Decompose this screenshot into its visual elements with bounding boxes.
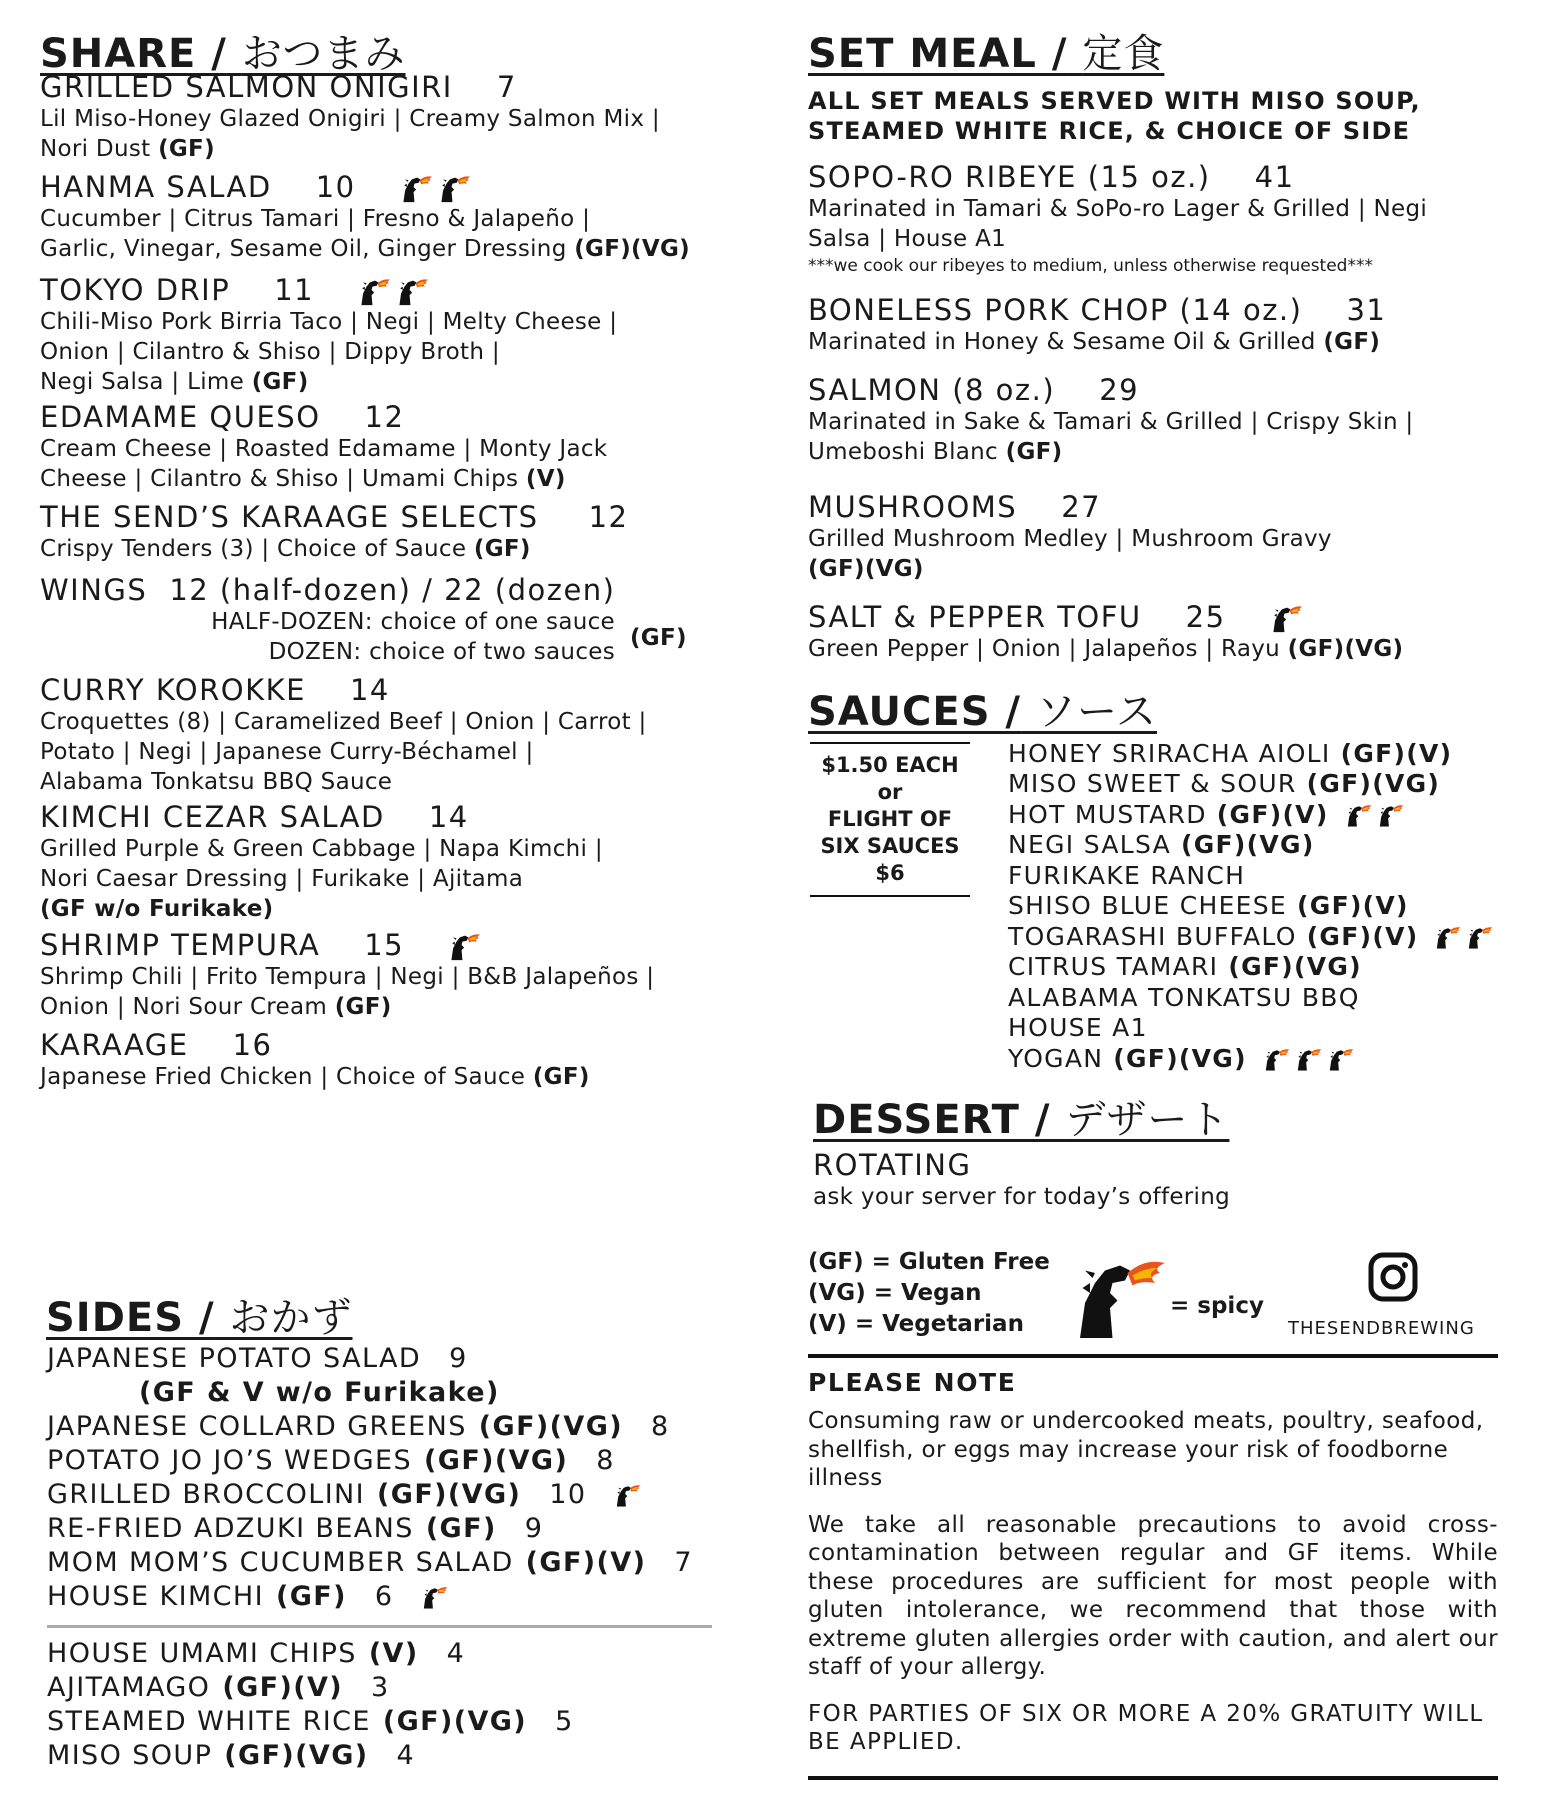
side-name: JAPANESE COLLARD GREENS <box>47 1410 467 1442</box>
spicy-dragon-icon <box>396 274 430 306</box>
diet-tag: (V) <box>525 466 566 492</box>
diet-tag: (GF)(VG) <box>224 1739 369 1771</box>
item-desc: Crispy Tenders (3) | Choice of Sauce (GF) <box>40 536 531 562</box>
item-price: 12 <box>364 400 405 434</box>
diet-tag: (GF)(VG) <box>424 1444 569 1476</box>
notes-foodborne: Consuming raw or undercooked meats, poultry, seafood, shellfish, or eggs may increase your risk of foodborne illness <box>808 1408 1484 1491</box>
sides-section-title: SIDES / おかず <box>46 1295 353 1341</box>
item-desc: Cucumber | Citrus Tamari | Fresno & Jalapeño | <box>40 206 591 232</box>
item-price: 25 <box>1185 600 1226 634</box>
spicy-icons <box>1263 1045 1355 1071</box>
sauce-item <box>1008 982 1508 1013</box>
notes-gluten: We take all reasonable precautions to avoid cross-contamination between regular and GF items. While these procedures are sufficient for most people with gluten intolerance, we recommend that those with extreme gluten allergies order with caution, and alert our staff of your allergy. <box>808 1511 1498 1680</box>
item-desc: Garlic, Vinegar, Sesame Oil, Ginger Dressing (GF)(VG) <box>40 236 690 262</box>
item-desc: Marinated in Sake & Tamari & Grilled | Crispy Skin | <box>808 409 1414 435</box>
item-name: SHRIMP TEMPURA <box>40 928 321 962</box>
item-price: 27 <box>1061 490 1102 524</box>
legend-gf: (GF) = Gluten Free <box>808 1249 1050 1275</box>
menu-item <box>40 673 647 797</box>
set-meal-item <box>808 293 1386 357</box>
side-item <box>47 1670 767 1704</box>
diet-tag: (GF) <box>251 369 309 395</box>
item-desc: Grilled Purple & Green Cabbage | Napa Kimchi | <box>40 836 603 862</box>
item-name: TOKYO DRIP <box>40 273 231 307</box>
side-item <box>47 1738 767 1772</box>
legend-spicy: = spicy <box>1170 1293 1264 1319</box>
item-desc: Marinated in Tamari & SoPo-ro Lager & Grilled | Negi <box>808 196 1428 222</box>
item-desc: Onion | Cilantro & Shiso | Dippy Broth | <box>40 339 500 365</box>
item-desc: Marinated in Honey & Sesame Oil & Grilled (GF) <box>808 329 1381 355</box>
spicy-dragon-icon <box>1434 923 1462 949</box>
sauce-item <box>1008 1043 1508 1074</box>
side-price: 9 <box>524 1512 544 1544</box>
side-price: 8 <box>596 1444 615 1476</box>
menu-item <box>40 1028 590 1092</box>
item-desc: Cream Cheese | Roasted Edamame | Monty Jack <box>40 436 608 462</box>
item-price: 15 <box>364 928 405 962</box>
spicy-dragon-icon <box>1263 1045 1291 1071</box>
menu-item <box>40 800 603 924</box>
menu-item <box>40 70 660 164</box>
diet-tag: (GF)(V) <box>525 1546 647 1578</box>
item-desc: Chili-Miso Pork Birria Taco | Negi | Melty Cheese | <box>40 309 618 335</box>
dessert-section-title: DESSERT / デザート <box>813 1097 1230 1143</box>
diet-tag: (GF)(V) <box>1216 799 1329 829</box>
side-item <box>47 1579 767 1613</box>
item-desc: Cheese | Cilantro & Shiso | Umami Chips (V) <box>40 466 566 492</box>
set-meal-section-title: SET MEAL / 定食 <box>808 31 1165 77</box>
diet-tag: (GF) <box>473 536 531 562</box>
diet-tag: (GF)(VG) <box>1113 1043 1247 1073</box>
item-price: 29 <box>1099 373 1140 407</box>
diet-tag: (GF)(VG) <box>808 556 924 582</box>
item-name-row <box>808 373 1413 407</box>
item-name-row <box>40 170 690 204</box>
sauce-item <box>1008 738 1508 769</box>
side-item <box>47 1636 767 1670</box>
sauce-name: NEGI SALSA <box>1008 830 1171 860</box>
menu-item <box>40 500 628 564</box>
item-name-row <box>40 400 607 434</box>
side-item <box>47 1443 767 1477</box>
side-name: JAPANESE POTATO SALAD <box>47 1342 422 1374</box>
legend-vg: (VG) = Vegan <box>808 1280 982 1306</box>
set-meal-item <box>808 160 1427 276</box>
spicy-icons <box>358 274 430 306</box>
sauce-item <box>1008 1013 1508 1044</box>
item-name-row <box>808 600 1403 634</box>
sauce-item <box>1008 952 1508 983</box>
legend <box>808 1247 1050 1340</box>
diet-tag: (GF)(VG) <box>1228 952 1362 982</box>
side-item <box>47 1511 767 1545</box>
sauces-section-title: SAUCES / ソース <box>808 689 1157 735</box>
item-name: SALMON (8 oz.) <box>808 373 1056 407</box>
sauce-name: ALABAMA TONKATSU BBQ <box>1008 982 1360 1012</box>
diet-tag: (GF) <box>532 1064 590 1090</box>
item-desc: Nori Caesar Dressing | Furikake | Ajitama <box>40 866 524 892</box>
diet-tag: (GF) <box>1005 439 1063 465</box>
item-name-row <box>40 573 640 607</box>
item-desc: Croquettes (8) | Caramelized Beef | Onion | Carrot | <box>40 709 647 735</box>
side-price: 10 <box>549 1478 587 1510</box>
sauce-name: FURIKAKE RANCH <box>1008 860 1246 890</box>
spicy-dragon-icon <box>1070 1248 1170 1338</box>
diet-tag: (GF) <box>425 1512 497 1544</box>
sauce-name: HOT MUSTARD <box>1008 799 1207 829</box>
side-name: MOM MOM’S CUCUMBER SALAD <box>47 1546 514 1578</box>
ribeye-note: ***we cook our ribeyes to medium, unless otherwise requested*** <box>808 256 1373 276</box>
sauce-name: YOGAN <box>1008 1043 1104 1073</box>
spicy-dragon-icon <box>400 171 434 203</box>
item-name: SALT & PEPPER TOFU <box>808 600 1142 634</box>
wings-choices <box>40 607 687 667</box>
item-name-row <box>40 673 647 707</box>
item-name-row <box>808 160 1427 194</box>
item-desc: Potato | Negi | Japanese Curry-Béchamel | <box>40 739 534 765</box>
item-price: 7 <box>496 70 517 104</box>
diet-tag: (GF)(VG) <box>377 1478 522 1510</box>
diet-tag: (GF)(V) <box>1306 921 1419 951</box>
divider-rule <box>808 1354 1498 1358</box>
item-name: HANMA SALAD <box>40 170 272 204</box>
notes-block <box>808 1368 1498 1757</box>
diet-tag: (GF & V w/o Furikake) <box>139 1376 500 1408</box>
instagram-icon[interactable] <box>1368 1252 1418 1302</box>
sauce-list <box>1008 738 1508 1074</box>
side-name: GRILLED BROCCOLINI <box>47 1478 366 1510</box>
notes-heading: PLEASE NOTE <box>808 1368 1017 1397</box>
side-price: 5 <box>555 1705 574 1737</box>
dessert-desc: ask your server for today’s offering <box>813 1184 1231 1210</box>
spicy-dragon-icon <box>421 1583 449 1609</box>
side-name: AJITAMAGO <box>47 1671 211 1703</box>
dessert-name: ROTATING <box>813 1148 972 1182</box>
sauce-item <box>1008 921 1508 952</box>
item-desc: Umeboshi Blanc (GF) <box>808 439 1063 465</box>
sauce-name: TOGARASHI BUFFALO <box>1008 921 1297 951</box>
diet-tag: (V) <box>368 1637 419 1669</box>
item-name-row <box>40 70 660 104</box>
menu-item <box>40 573 687 667</box>
diet-tag: (GF)(V) <box>1297 891 1409 921</box>
legend-v: (V) = Vegetarian <box>808 1311 1024 1337</box>
item-desc: HALF-DOZEN: choice of one sauce <box>211 609 615 635</box>
spicy-icons <box>448 929 482 961</box>
item-name: KIMCHI CEZAR SALAD <box>40 800 385 834</box>
diet-tag: (GF)(V) <box>222 1671 343 1703</box>
item-desc: Japanese Fried Chicken | Choice of Sauce (GF) <box>40 1064 590 1090</box>
set-meal-item <box>808 490 1332 584</box>
side-price: 8 <box>651 1410 670 1442</box>
sauce-item <box>1008 769 1508 800</box>
diet-tag: (GF) <box>334 994 392 1020</box>
sauce-price-box: $1.50 EACH or FLIGHT OF SIX SAUCES $6 <box>810 742 970 897</box>
side-item <box>47 1409 767 1443</box>
item-name-row <box>40 273 617 307</box>
sauce-name: HONEY SRIRACHA AIOLI <box>1008 738 1331 768</box>
side-name: POTATO JO JO’S WEDGES <box>47 1444 413 1476</box>
sauce-name: SHISO BLUE CHEESE <box>1008 891 1288 921</box>
diet-tag: (GF) <box>630 625 687 651</box>
sauce-item <box>1008 799 1508 830</box>
diet-tag: (GF w/o Furikake) <box>40 896 274 922</box>
diet-tag: (GF)(VG) <box>574 236 690 262</box>
diet-tag: (GF)(VG) <box>1181 830 1315 860</box>
item-desc: Green Pepper | Onion | Jalapeños | Rayu (GF)(VG) <box>808 636 1404 662</box>
spicy-dragon-icon <box>614 1481 642 1507</box>
item-price: 14 <box>428 800 469 834</box>
menu-item <box>40 170 690 264</box>
item-desc: DOZEN: choice of two sauces <box>268 639 615 665</box>
share-section-title: SHARE / おつまみ <box>40 31 406 77</box>
item-name: KARAAGE <box>40 1028 189 1062</box>
sauce-item <box>1008 860 1508 891</box>
sides-items <box>47 1341 767 1772</box>
diet-tag: (GF)(VG) <box>1306 769 1441 799</box>
item-desc: Onion | Nori Sour Cream (GF) <box>40 994 392 1020</box>
spicy-icons <box>400 171 472 203</box>
item-name: GRILLED SALMON ONIGIRI <box>40 70 453 104</box>
spicy-icons <box>1434 923 1494 949</box>
item-price: 10 <box>315 170 356 204</box>
spicy-dragon-icon <box>1270 601 1304 633</box>
diet-tag: (GF) <box>158 136 215 162</box>
side-price: 7 <box>674 1546 693 1578</box>
item-desc: Negi Salsa | Lime (GF) <box>40 369 309 395</box>
side-name: HOUSE UMAMI CHIPS <box>47 1637 357 1669</box>
item-name-row <box>40 800 603 834</box>
item-price: 31 <box>1346 293 1387 327</box>
side-name: HOUSE KIMCHI <box>47 1580 264 1612</box>
side-name: RE-FRIED ADZUKI BEANS <box>47 1512 414 1544</box>
item-desc: Shrimp Chili | Frito Tempura | Negi | B&B Jalapeños | <box>40 964 655 990</box>
sauce-item <box>1008 830 1508 861</box>
spicy-icons <box>614 1481 642 1507</box>
sauce-name: HOUSE A1 <box>1008 1013 1148 1043</box>
spicy-dragon-icon <box>1345 801 1373 827</box>
side-item <box>47 1545 767 1579</box>
diet-tag: (GF)(V) <box>1340 738 1453 768</box>
item-desc: Lil Miso-Honey Glazed Onigiri | Creamy Salmon Mix | <box>40 106 660 132</box>
spicy-dragon-icon <box>1466 923 1494 949</box>
menu-item <box>40 400 607 494</box>
item-price: 12 (half-dozen) / 22 (dozen) <box>169 573 616 607</box>
item-name-row <box>40 928 654 962</box>
set-meal-item <box>808 373 1413 467</box>
diet-tag: (GF)(VG) <box>382 1705 528 1737</box>
spicy-icons <box>421 1583 449 1609</box>
sauce-name: CITRUS TAMARI <box>1008 952 1219 982</box>
item-name: WINGS <box>40 573 148 607</box>
side-price: 6 <box>374 1580 394 1612</box>
item-price: 14 <box>349 673 390 707</box>
item-name: THE SEND’S KARAAGE SELECTS <box>40 500 539 534</box>
spicy-dragon-icon <box>1377 801 1405 827</box>
spicy-icons <box>1270 601 1304 633</box>
spicy-dragon-icon <box>1295 1045 1323 1071</box>
side-item <box>47 1704 767 1738</box>
side-item <box>47 1341 767 1375</box>
side-price: 4 <box>446 1637 466 1669</box>
item-desc: Nori Dust (GF) <box>40 136 215 162</box>
side-price: 4 <box>396 1739 416 1771</box>
item-name: BONELESS PORK CHOP (14 oz.) <box>808 293 1303 327</box>
set-meal-subtitle: ALL SET MEALS SERVED WITH MISO SOUP, STEAMED WHITE RICE, & CHOICE OF SIDE <box>808 87 1421 145</box>
sauce-name: MISO SWEET & SOUR <box>1008 769 1297 799</box>
spicy-dragon-icon <box>358 274 392 306</box>
item-name-row <box>40 500 628 534</box>
item-price: 12 <box>588 500 629 534</box>
menu-item <box>40 273 617 397</box>
side-price: 9 <box>449 1342 468 1374</box>
item-name: MUSHROOMS <box>808 490 1018 524</box>
item-desc: Grilled Mushroom Medley | Mushroom Gravy <box>808 526 1332 552</box>
side-name: MISO SOUP <box>47 1739 213 1771</box>
side-name: STEAMED WHITE RICE <box>47 1705 371 1737</box>
sides-divider <box>47 1625 712 1628</box>
item-name: EDAMAME QUESO <box>40 400 321 434</box>
menu-item <box>40 928 654 1022</box>
spicy-dragon-icon <box>1327 1045 1355 1071</box>
notes-gratuity: FOR PARTIES OF SIX OR MORE A 20% GRATUITY WILL BE APPLIED. <box>808 1700 1484 1755</box>
diet-tag: (GF) <box>1323 329 1381 355</box>
item-name-row <box>808 293 1386 327</box>
dessert-item <box>813 1148 1230 1212</box>
item-name-row <box>40 1028 590 1062</box>
spicy-icons <box>1345 801 1405 827</box>
item-price: 16 <box>232 1028 273 1062</box>
spicy-dragon-icon <box>438 171 472 203</box>
sauce-item <box>1008 891 1508 922</box>
item-name-row <box>808 490 1332 524</box>
diet-tag: (GF) <box>275 1580 347 1612</box>
side-price: 3 <box>371 1671 390 1703</box>
spicy-dragon-icon <box>448 929 482 961</box>
diet-tag: (GF)(VG) <box>478 1410 624 1442</box>
set-meal-item <box>808 600 1403 664</box>
item-name: CURRY KOROKKE <box>40 673 306 707</box>
bottom-rule <box>808 1776 1498 1780</box>
item-price: 41 <box>1254 160 1295 194</box>
side-item <box>47 1477 767 1511</box>
diet-tag: (GF)(VG) <box>1287 636 1404 662</box>
item-desc: Salsa | House A1 <box>808 226 1007 252</box>
side-item <box>47 1375 767 1409</box>
item-name: SOPO-RO RIBEYE (15 oz.) <box>808 160 1211 194</box>
instagram-handle[interactable]: THESENDBREWING <box>1288 1318 1475 1339</box>
item-price: 11 <box>274 273 315 307</box>
item-desc: Alabama Tonkatsu BBQ Sauce <box>40 769 393 795</box>
